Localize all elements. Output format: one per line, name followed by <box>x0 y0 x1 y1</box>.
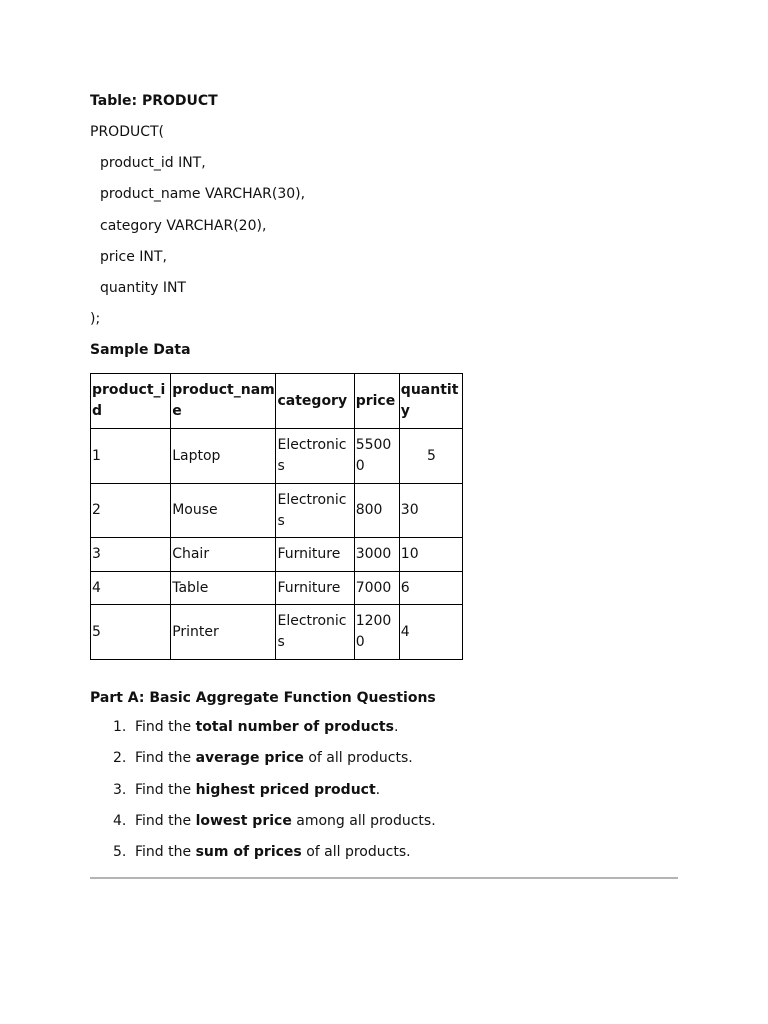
question-list <box>90 719 436 875</box>
table-cell: 3000 <box>354 538 399 572</box>
schema-line: quantity INT <box>100 280 186 296</box>
sample-data-heading: Sample Data <box>90 342 191 358</box>
table-cell: Mouse <box>171 484 276 538</box>
list-number: 2. <box>113 750 127 767</box>
list-item <box>90 813 436 844</box>
column-header: quantity <box>399 374 462 429</box>
table-cell: Furniture <box>276 538 354 572</box>
list-item <box>90 719 436 750</box>
table-cell: Laptop <box>171 429 276 484</box>
question-text: of all products. <box>301 844 411 861</box>
schema-line: ); <box>90 311 101 327</box>
table-cell: 2 <box>91 484 171 538</box>
table-cell: 6 <box>399 572 462 605</box>
table-cell: 3 <box>91 538 171 572</box>
schema-line: product_name VARCHAR(30), <box>100 186 306 202</box>
page-title: Table: PRODUCT <box>90 93 218 109</box>
table-cell: Electronics <box>276 605 354 660</box>
question-text: of all products. <box>303 750 413 767</box>
question-emphasis: highest priced product <box>195 781 376 798</box>
column-header: category <box>276 374 354 429</box>
table-cell: Furniture <box>276 572 354 605</box>
table-cell: 4 <box>91 572 171 605</box>
column-header: product_id <box>91 374 171 429</box>
table-row <box>91 572 463 605</box>
schema-line: PRODUCT( <box>90 124 165 140</box>
question-emphasis: sum of prices <box>195 844 302 861</box>
list-item <box>90 750 436 781</box>
column-header: product_name <box>171 374 276 429</box>
question-emphasis: lowest price <box>195 812 292 829</box>
question-text: Find the <box>135 844 196 861</box>
question-text: Find the <box>135 812 196 829</box>
part-a-heading: Part A: Basic Aggregate Function Questions <box>90 690 436 706</box>
list-number: 4. <box>113 812 127 829</box>
table-row <box>91 538 463 572</box>
schema-line: price INT, <box>100 249 167 265</box>
table-cell: 30 <box>399 484 462 538</box>
product-table <box>90 373 463 660</box>
table-cell: 4 <box>399 605 462 660</box>
table-cell: 5 <box>399 429 462 484</box>
table-header-row <box>91 374 463 429</box>
table-cell: 55000 <box>354 429 399 484</box>
question-text: . <box>375 781 381 798</box>
table-cell: 5 <box>91 605 171 660</box>
table-cell: Electronics <box>276 484 354 538</box>
table-cell: 1 <box>91 429 171 484</box>
table-cell: Printer <box>171 605 276 660</box>
table-cell: 10 <box>399 538 462 572</box>
table-cell: Electronics <box>276 429 354 484</box>
question-text: . <box>393 719 399 735</box>
schema-line: product_id INT, <box>100 155 206 171</box>
question-text: Find the <box>135 781 196 798</box>
table-row <box>91 484 463 538</box>
horizontal-divider <box>90 877 678 879</box>
question-text: Find the <box>135 750 196 767</box>
list-number: 3. <box>113 781 127 798</box>
question-emphasis: total number of products <box>195 719 394 735</box>
table-row <box>91 429 463 484</box>
list-number: 1. <box>113 719 127 735</box>
column-header: price <box>354 374 399 429</box>
schema-line: category VARCHAR(20), <box>100 218 267 234</box>
table-cell: 7000 <box>354 572 399 605</box>
list-item <box>90 844 436 875</box>
table-cell: 12000 <box>354 605 399 660</box>
question-text: among all products. <box>291 812 436 829</box>
table-cell: Chair <box>171 538 276 572</box>
table-cell: Table <box>171 572 276 605</box>
question-emphasis: average price <box>195 750 304 767</box>
list-number: 5. <box>113 844 127 861</box>
list-item <box>90 782 436 813</box>
question-text: Find the <box>135 719 196 735</box>
table-row <box>91 605 463 660</box>
table-cell: 800 <box>354 484 399 538</box>
